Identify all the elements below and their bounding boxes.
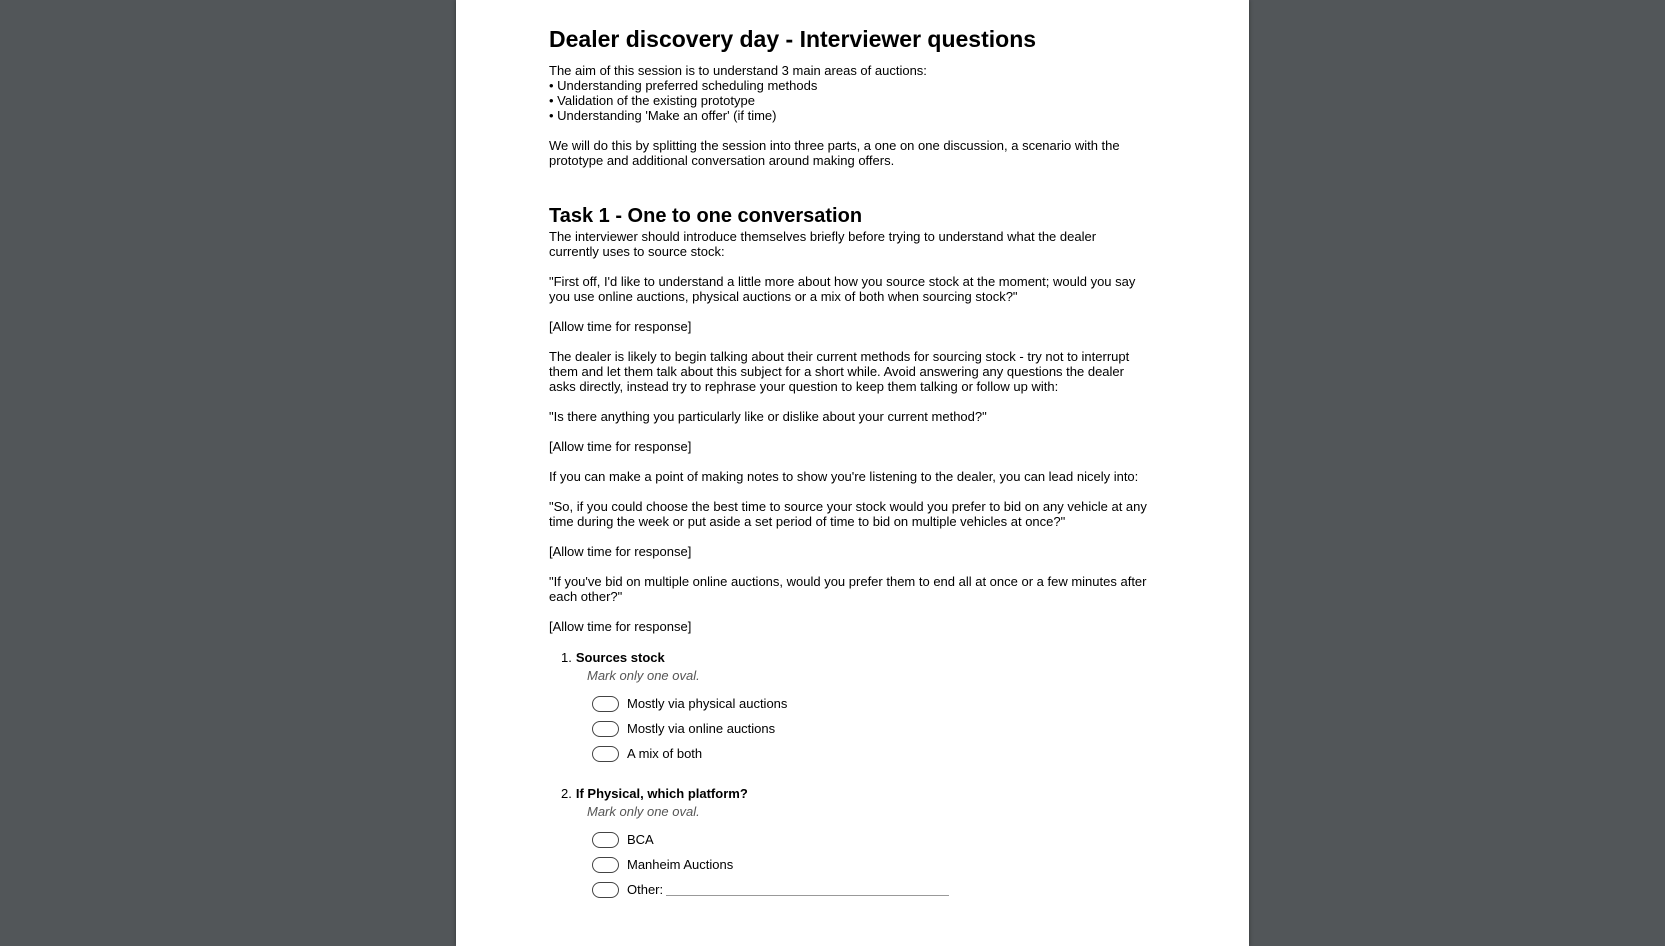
allow-time-note: [Allow time for response]: [549, 619, 692, 634]
allow-time-note: [Allow time for response]: [549, 439, 692, 454]
question-number: 2.: [561, 786, 572, 801]
radio-oval[interactable]: [592, 832, 619, 848]
intro-line: The aim of this session is to understand 3 main areas of auctions:: [549, 63, 927, 78]
intro-paragraph: We will do this by splitting the session into three parts, a one on one discussion, a scenario with the prototype and additional conversation around making offers.: [549, 138, 1120, 168]
radio-oval[interactable]: [592, 882, 619, 898]
radio-label: Mostly via online auctions: [627, 721, 776, 736]
radio-oval[interactable]: [592, 857, 619, 873]
radio-option[interactable]: [592, 716, 1149, 741]
radio-oval[interactable]: [592, 721, 619, 737]
radio-label: Manheim Auctions: [627, 857, 734, 872]
radio-option[interactable]: [592, 691, 1149, 716]
radio-label: BCA: [627, 832, 654, 847]
radio-group: [592, 827, 1149, 902]
question-hint: Mark only one oval.: [587, 668, 700, 683]
radio-label: A mix of both: [627, 746, 703, 761]
radio-group: [592, 691, 1149, 766]
radio-oval[interactable]: [592, 696, 619, 712]
question-number: 1.: [561, 650, 572, 665]
intro-bullet: • Understanding preferred scheduling methods: [549, 78, 818, 93]
interview-quote: "Is there anything you particularly like or dislike about your current method?": [549, 409, 987, 424]
document-content: [549, 24, 1149, 902]
question-title: Sources stock: [575, 650, 665, 665]
interview-quote: "First off, I'd like to understand a little more about how you source stock at the moment; would you say you use online auctions, physical auctions or a mix of both when sourcing stock?": [549, 274, 1136, 304]
document-title: Dealer discovery day - Interviewer questions: [549, 26, 1037, 52]
radio-option[interactable]: [592, 741, 1149, 766]
question-sources-stock: [561, 649, 1149, 766]
interview-quote: "If you've bid on multiple online auctions, would you prefer them to end all at once or a few minutes after each other?": [549, 574, 1147, 604]
question-title: If Physical, which platform?: [575, 786, 748, 801]
task1-paragraph: The interviewer should introduce themselves briefly before trying to understand what the dealer currently uses to source stock:: [549, 229, 1097, 259]
task1-heading: Task 1 - One to one conversation: [549, 205, 863, 227]
intro-bullet: • Validation of the existing prototype: [549, 93, 755, 108]
radio-label: Mostly via physical auctions: [627, 696, 788, 711]
radio-option[interactable]: [592, 827, 1149, 852]
interview-quote: "So, if you could choose the best time to source your stock would you prefer to bid on any vehicle at any time during the week or put aside a set period of time to bid on multiple vehicles at once?": [549, 499, 1147, 529]
radio-oval[interactable]: [592, 746, 619, 762]
radio-option[interactable]: [592, 852, 1149, 877]
allow-time-note: [Allow time for response]: [549, 544, 692, 559]
question-hint: Mark only one oval.: [587, 804, 700, 819]
intro-bullet: • Understanding 'Make an offer' (if time): [549, 108, 777, 123]
allow-time-note: [Allow time for response]: [549, 319, 692, 334]
question-physical-platform: [561, 785, 1149, 902]
radio-option[interactable]: [592, 877, 1149, 902]
other-text-field[interactable]: [666, 883, 949, 896]
document-page: [456, 0, 1249, 946]
radio-label: Other:: [627, 882, 664, 897]
task1-paragraph: The dealer is likely to begin talking about their current methods for sourcing stock - try not to interrupt them and let them talk about this subject for a short while. Avoid answering any questions the dealer asks directly, instead try to rephrase your question to keep them talking or follow up with:: [549, 349, 1130, 394]
task1-paragraph: If you can make a point of making notes to show you're listening to the dealer, you can lead nicely into:: [549, 469, 1139, 484]
